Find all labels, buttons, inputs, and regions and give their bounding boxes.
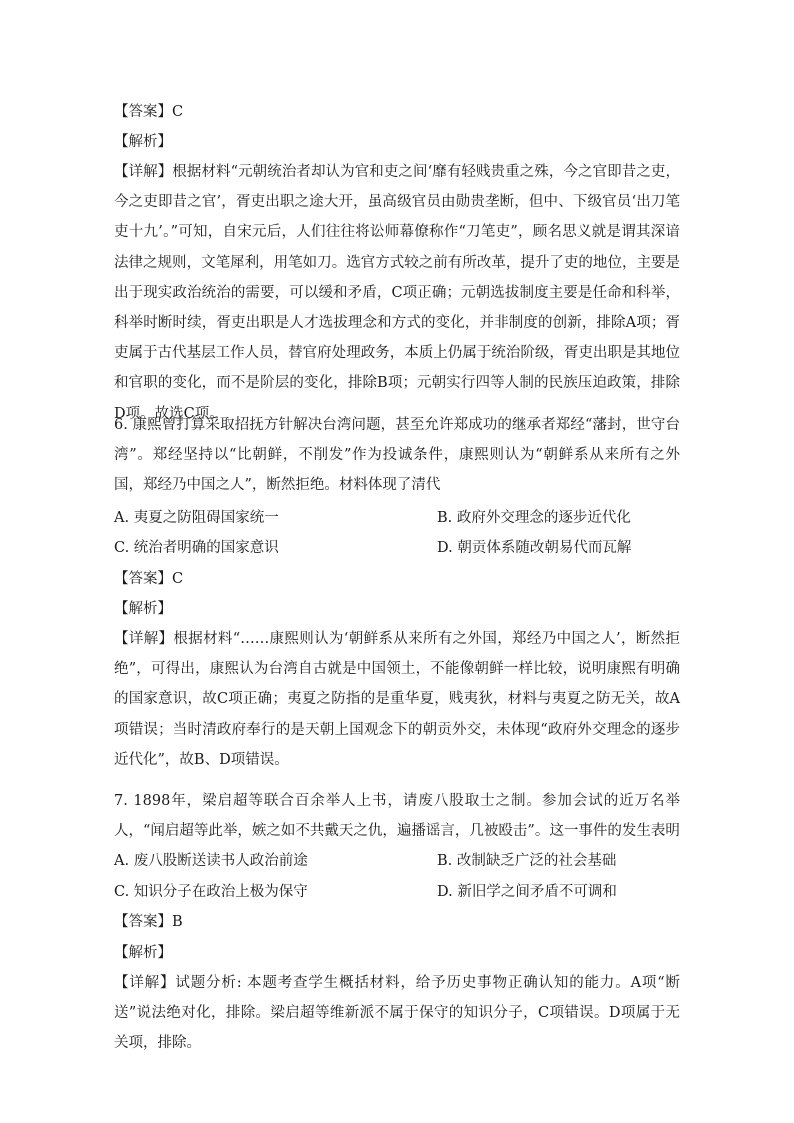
q7-stem: 7. 1898年，梁启超等联合百余举人上书，请废八股取士之制。参加会试的近万名举人，“闻启超等此举，嫉之如不共戴天之仇，遍播谣言，几被殴击”。这一事件的发生表明 bbox=[114, 793, 680, 840]
q6-analysis-heading: 【解析】 bbox=[114, 601, 172, 617]
q6-answer: 【答案】C bbox=[114, 571, 184, 587]
q7-option-d: D. 新旧学之间矛盾不可调和 bbox=[437, 884, 617, 900]
q6-stem: 6. 康熙曾打算采取招抚方针解决台湾问题，甚至允许郑成功的继承者郑经“藩封，世守台湾”。郑经坚持以“比朝鲜，不削发”作为投诚条件，康熙则认为“朝鲜系从来所有之外国，郑经乃中国之人”，断然拒绝。材料体现了清代 bbox=[114, 417, 680, 494]
q7-detail: 【详解】试题分析: 本题考查学生概括材料，给予历史事物正确认知的能力。A项“断送”说法绝对化，排除。梁启超等维新派不属于保守的知识分子，C项错误。D项属于无关项，排除。 bbox=[114, 975, 680, 1052]
q6-option-a: A. 夷夏之防阻碍国家统一 bbox=[114, 510, 279, 526]
q7-option-a: A. 废八股断送读书人政治前途 bbox=[114, 853, 308, 869]
q5-analysis-heading: 【解析】 bbox=[114, 134, 172, 150]
q5-detail: 【详解】根据材料“元朝统治者却认为官和吏之间‘靡有轻贱贵重之殊，今之官即昔之吏，今之吏即昔之官’，胥吏出职之途大开，虽高级官员由勋贵垄断，但中、下级官员‘出刀笔吏十九’。”可知，自宋元后，人们往往将讼师幕僚称作“刀笔吏”，顾名思义就是谓其深谙法律之规则，文笔犀利，用笔如刀。选官方式较之前有所改革，提升了吏的地位，主要是出于现实政治统治的需要，可以缓和矛盾，C项正确；元朝选拔制度主要是任命和科举，科举时断时续，胥吏出职是人才选拔理念和方式的变化，并非制度的创新，排除A项；胥吏属于古代基层工作人员，替官府处理政务，本质上仍属于统治阶级，胥吏出职是其地位和官职的变化，而不是阶层的变化，排除B项；元朝实行四等人制的民族压迫政策，排除D项。故选C项。 bbox=[114, 164, 680, 422]
q5-answer: 【答案】C bbox=[114, 104, 184, 120]
q7-answer: 【答案】B bbox=[114, 914, 183, 930]
q7-analysis-heading: 【解析】 bbox=[114, 945, 172, 961]
q6-option-d: D. 朝贡体系随改朝易代而瓦解 bbox=[437, 540, 632, 556]
q7-option-b: B. 改制缺乏广泛的社会基础 bbox=[437, 853, 617, 869]
q6-option-b: B. 政府外交理念的逐步近代化 bbox=[437, 510, 631, 526]
q6-detail: 【详解】根据材料“……康熙则认为‘朝鲜系从来所有之外国，郑经乃中国之人’，断然拒绝”，可得出，康熙认为台湾自古就是中国领土，不能像朝鲜一样比较，说明康熙有明确的国家意识，故C项正确；夷夏之防指的是重华夏，贱夷狄，材料与夷夏之防无关，故A项错误；当时清政府奉行的是天朝上国观念下的朝贡外交，未体现“政府外交理念的逐步近代化”，故B、D项错误。 bbox=[114, 631, 680, 768]
q7-option-c: C. 知识分子在政治上极为保守 bbox=[114, 884, 308, 900]
q6-option-c: C. 统治者明确的国家意识 bbox=[114, 540, 279, 556]
